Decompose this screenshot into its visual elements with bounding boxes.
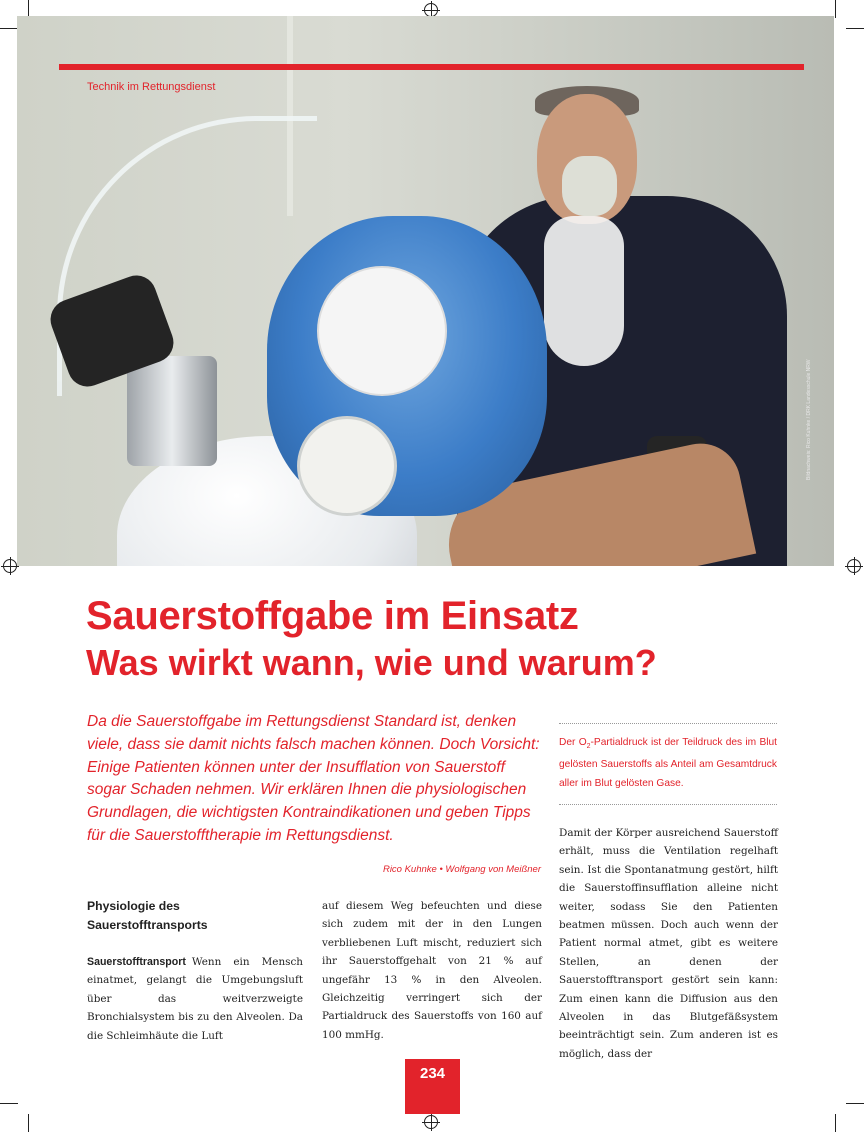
photo-credit: Bildnachweis: Rico Kuhnke / DRK Landesschule NRW [806, 359, 812, 480]
paragraph-text: Damit der Körper ausreichend Sauerstoff erhält, muss die Ventilation regelhaft sein. Ist die Spontanatmung gestört, hilft die Sauerstoffinsufflation alleine nicht weiter, sodass Sie den Patienten beatmen müssen. Doch auch wenn der Patient normal atmet, gibt es weitere Stellen, an denen der Sauerstofftransport gestört sein kann: Zum einen kann die Diffusion aus den Alveolen in das Blutgefäßsystem beeinträchtigt sein. Zum anderen ist es möglich, dass der [559, 827, 778, 1060]
registration-mark-icon [424, 3, 438, 17]
hero-photo [17, 16, 834, 566]
definition-text-pre: Der O [559, 737, 587, 748]
definition-subscript: 2 [586, 743, 591, 751]
crop-mark [28, 1114, 29, 1132]
cylinder-valve [127, 356, 217, 466]
crop-mark [835, 1114, 836, 1132]
pressure-gauge [297, 416, 397, 516]
article-lead: Da die Sauerstoffgabe im Rettungsdienst Standard ist, denken viele, dass sie damit nichts falsch machen können. Doch Vorsicht: Einige Patienten können unter der Insufflation von Sauerstoff sogar Schaden nehmen. Wir erklären Ihnen die physiologischen Grundlagen, die wichtigsten Kontraindikationen und geben Tipps für die Sauerstofftherapie im Rettungsdienst. [87, 713, 540, 844]
crop-mark [846, 28, 864, 29]
registration-mark-icon [847, 559, 861, 573]
registration-mark-icon [3, 559, 17, 573]
paragraph-text: auf diesem Weg befeuchten und diese sich zudem mit der in den Lungen verbliebenen Luft mischt, reduziert sich ihr Sauerstoffgehalt von 21 % auf ungefähr 13 % in den Alveolen. Gleichzeitig verringert sich der Partialdruck des Sauerstoffs von 160 auf 100 mmHg. [322, 900, 542, 1041]
oxygen-mask [562, 156, 617, 216]
section-heading: Physiologie des Sauerstofftransports [87, 899, 208, 932]
body-column-3 [559, 824, 778, 1063]
crop-mark [835, 0, 836, 18]
registration-mark-icon [424, 1115, 438, 1129]
crop-mark [0, 28, 18, 29]
flow-dial [317, 266, 447, 396]
paragraph [87, 953, 303, 1045]
page-number: 234 [405, 1059, 460, 1114]
reservoir-bag [544, 216, 624, 366]
body-column-2 [322, 897, 542, 1044]
crop-mark [846, 1103, 864, 1104]
body-column-1 [87, 897, 303, 1045]
article-authors: Rico Kuhnke • Wolfgang von Meißner [382, 864, 541, 875]
header-rule [59, 64, 804, 70]
paragraph-text: Wenn ein Mensch einatmet, gelangt die Umgebungsluft über das weitverzweigte Bronchialsystem bis zu den Alveolen. Da die Schleimhäute die Luft [87, 956, 303, 1042]
article-title: Sauerstoffgabe im Einsatz [86, 594, 579, 638]
definition-box [559, 723, 777, 805]
crop-mark [0, 1103, 18, 1104]
article-subtitle: Was wirkt wann, wie und warum? [86, 642, 657, 683]
definition-text-post: -Partialdruck ist der Teildruck des im Blut gelösten Sauerstoffs als Anteil am Gesamtdruck aller im Blut gelösten Gase. [559, 737, 777, 789]
run-in-heading: Sauerstofftransport [87, 956, 186, 968]
section-label: Technik im Rettungsdienst [87, 81, 216, 93]
